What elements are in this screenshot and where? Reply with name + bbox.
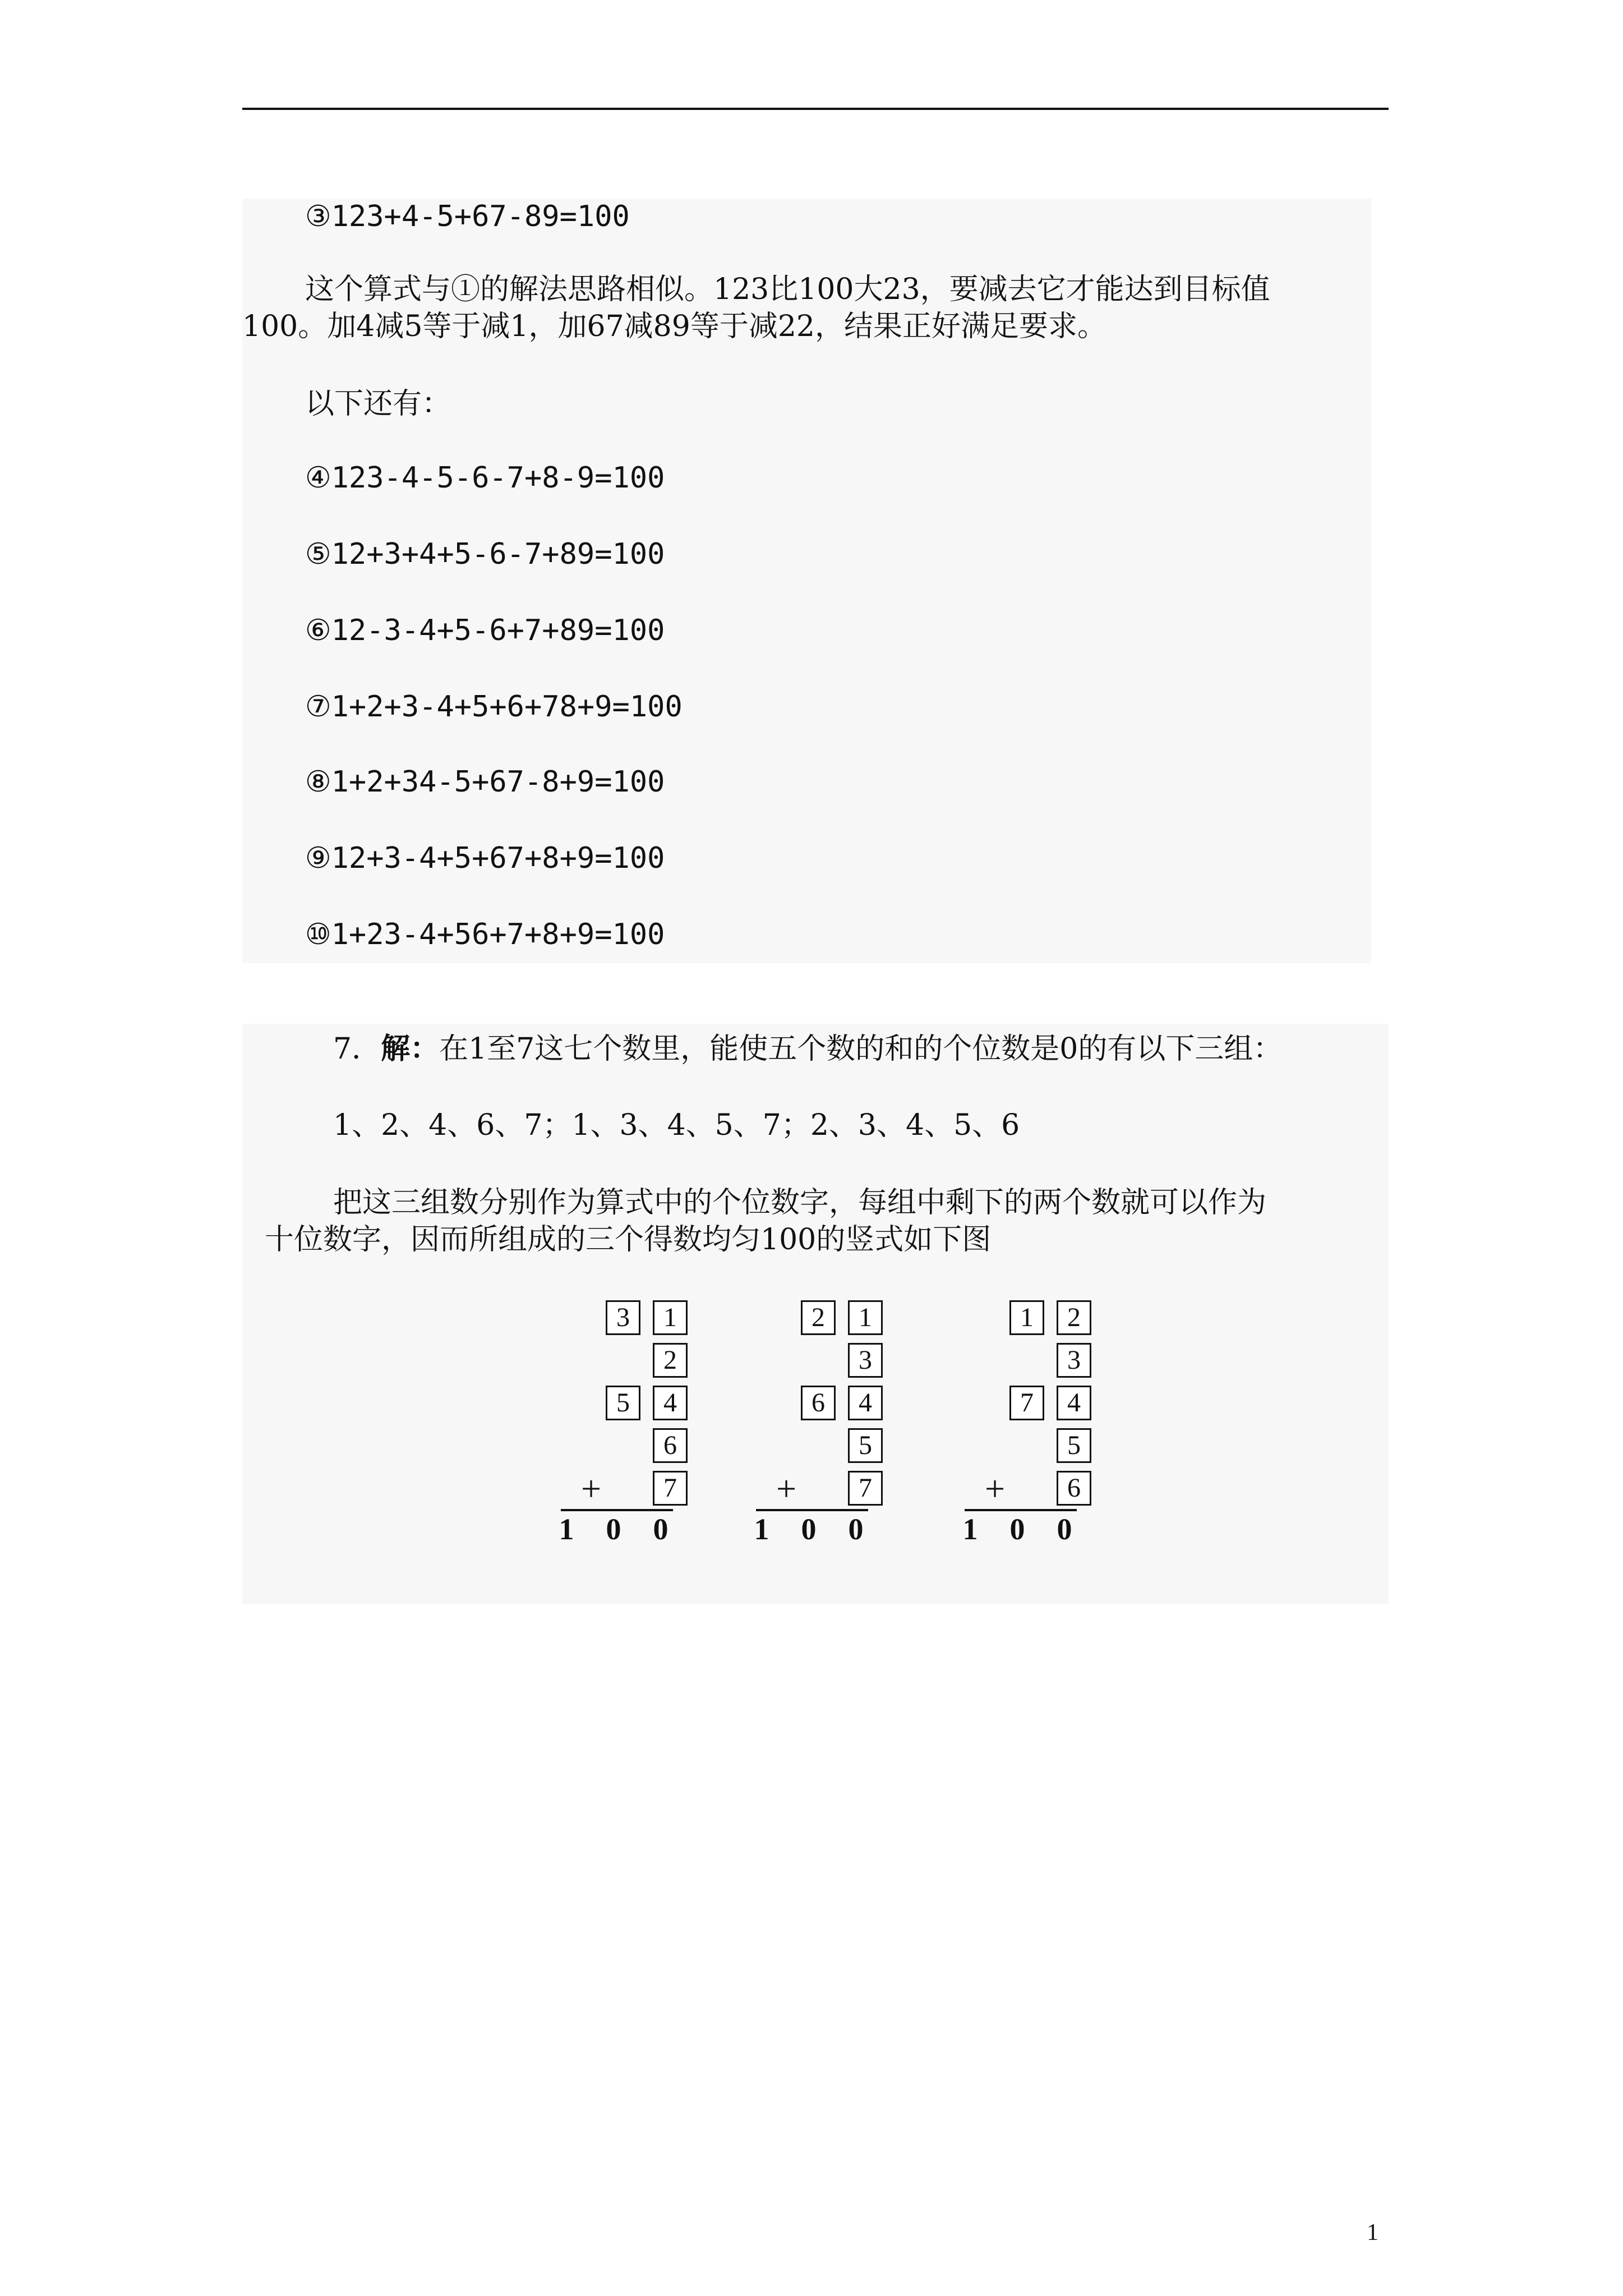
sum-line: [756, 1509, 868, 1511]
units-digit-box: 3: [848, 1343, 883, 1378]
plus-sign: +: [985, 1469, 1006, 1508]
units-digit-box: 1: [848, 1300, 883, 1335]
units-digit-box: 4: [848, 1386, 883, 1420]
tens-digit-box: 5: [606, 1386, 640, 1420]
units-digit-box: 5: [848, 1428, 883, 1463]
sum-line: [965, 1509, 1077, 1511]
equation-6: ⑥12-3-4+5-6+7+89=100: [305, 614, 665, 647]
units-digit-box: 2: [1057, 1300, 1091, 1335]
more-solutions-intro: 以下还有：: [305, 387, 451, 421]
units-digit-box: 5: [1057, 1428, 1091, 1463]
equation-9: ⑨12+3-4+5+67+8+9=100: [305, 841, 665, 875]
equation-3: ③123+4-5+67-89=100: [305, 200, 630, 233]
tens-digit-box: 7: [1009, 1386, 1044, 1420]
result-digit: 1: [754, 1512, 769, 1546]
result-digit: 0: [848, 1512, 864, 1546]
solution-7-intro-text: 在1至7这七个数里，能使五个数的和的个位数是0的有以下三组：: [439, 1032, 1283, 1066]
tens-digit-box: 6: [801, 1386, 836, 1420]
units-digit-box: 1: [653, 1300, 688, 1335]
result-digit: 0: [606, 1512, 621, 1546]
solution-label: 解：: [381, 1032, 440, 1066]
paragraph-line-2: 十位数字，因而所组成的三个得数均匀100的竖式如下图: [265, 1223, 992, 1257]
units-digit-box: 3: [1057, 1343, 1091, 1378]
tens-digit-box: 3: [606, 1300, 640, 1335]
plus-sign: +: [776, 1469, 797, 1508]
units-digit-box: 7: [848, 1471, 883, 1506]
header-rule: [242, 108, 1389, 110]
equation-5: ⑤12+3+4+5-6-7+89=100: [305, 537, 665, 571]
equation-7: ⑦1+2+3-4+5+6+78+9=100: [305, 690, 683, 724]
result-digit: 1: [559, 1512, 574, 1546]
explanation-line-1: 这个算式与①的解法思路相似。123比100大23，要减去它才能达到目标值: [305, 273, 1270, 306]
result-digit: 0: [1009, 1512, 1025, 1546]
explanation-line-2: 100。加4减5等于减1，加67减89等于减22，结果正好满足要求。: [242, 310, 1107, 343]
units-digit-box: 4: [1057, 1386, 1091, 1420]
result-digit: 0: [1057, 1512, 1072, 1546]
units-digit-box: 6: [1057, 1471, 1091, 1506]
result-digit: 0: [653, 1512, 668, 1546]
tens-digit-box: 1: [1009, 1300, 1044, 1335]
equation-10: ⑩1+23-4+56+7+8+9=100: [305, 918, 665, 951]
digit-groups: 1、2、4、6、7；1、3、4、5、7；2、3、4、5、6: [333, 1108, 1020, 1142]
units-digit-box: 4: [653, 1386, 688, 1420]
plus-sign: +: [581, 1469, 602, 1508]
sum-line: [561, 1509, 673, 1511]
tens-digit-box: 2: [801, 1300, 836, 1335]
result-digit: 0: [801, 1512, 817, 1546]
solution-7-intro: [333, 1031, 1282, 1067]
units-digit-box: 7: [653, 1471, 688, 1506]
units-digit-box: 2: [653, 1343, 688, 1378]
equation-8: ⑧1+2+34-5+67-8+9=100: [305, 765, 665, 799]
problem-number: 7．: [333, 1032, 381, 1066]
result-digit: 1: [962, 1512, 978, 1546]
page-number: 1: [1367, 2220, 1378, 2246]
paragraph-line-1: 把这三组数分别作为算式中的个位数字，每组中剩下的两个数就可以作为: [333, 1186, 1267, 1220]
equation-4: ④123-4-5-6-7+8-9=100: [305, 461, 665, 495]
units-digit-box: 6: [653, 1428, 688, 1463]
